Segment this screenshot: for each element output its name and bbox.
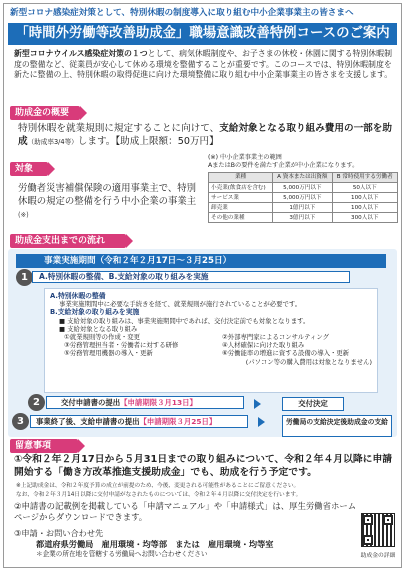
list-item: ②外部専門家によるコンサルティング: [222, 333, 330, 342]
list-item: ⑤労務管理用機器の導入・更新: [64, 349, 153, 358]
overview-text: [18, 122, 396, 149]
top-banner: 新型コロナ感染症対策として、特別休暇の制度導入に取り組む中小企業事業主の皆さまへ: [10, 8, 354, 18]
note-1-sub: [16, 482, 398, 499]
step-number-2: 2: [28, 394, 45, 411]
sme-table: [208, 172, 398, 223]
step1-detail: [44, 288, 378, 393]
section-label-notes: 留意事項: [10, 439, 78, 453]
step-number-1: 1: [16, 269, 33, 286]
qr-caption: 助成金の詳細: [360, 553, 396, 559]
intro-bold-lead: 新型コロナウイルス感染症対策の１つ: [14, 49, 148, 58]
table-cell: その他の業種: [209, 213, 273, 223]
arrow-right-icon: [254, 399, 261, 409]
page-title: 「時間外労働等改善助成金」職場意識改善特例コースのご案内: [8, 23, 397, 45]
list-item: ①就業規則等の作成・変更: [64, 333, 141, 342]
step3-deadline: 【申請期限３月25日】: [139, 417, 217, 426]
table-cell: 5,000万円以下: [273, 193, 332, 203]
step2-deadline: 【申請期限３月13日】: [120, 398, 197, 407]
step3-box: [30, 415, 248, 428]
note-1-sub-line1: ※上記助成金は、令和２年度予算の成立が前提のため、今後、変更される可能性があることにご留意ください。: [16, 483, 300, 489]
table-cell: 100人以下: [332, 193, 397, 203]
note-1-sub-line2: なお、令和２年３月14日以降に交付申請がなされたものについては、令和２年４月以降に交付決定を行います。: [16, 491, 302, 498]
table-row: [209, 183, 398, 193]
sme-definition: [208, 154, 398, 223]
sme-table-header: [209, 173, 398, 183]
qr-finder-icon: [363, 515, 373, 525]
arrow-right-icon: [258, 417, 265, 427]
table-row: [209, 203, 398, 213]
step1-b-heading: B.支給対象の取り組みを実施: [50, 308, 140, 317]
step1-note: (パソコン等の購入費用は対象となりません): [245, 357, 372, 366]
step3-result: 労働局の支給決定後助成金の支給: [282, 415, 392, 437]
sme-header-cell: 業種: [209, 173, 273, 183]
step1-a-heading: A.特別休暇の整備: [50, 292, 106, 300]
contact-note: ＊企業の所在地を管轄する労働局へお問い合わせください: [36, 550, 208, 559]
table-cell: サービス業: [209, 193, 273, 203]
list-item: ④人材確保に向けた取り組み: [222, 341, 305, 350]
table-cell: 5,000万円以下: [273, 183, 332, 193]
section-label-overview: 助成金の概要: [10, 106, 80, 120]
note-2: ②申請書の記載例を掲載している「申請マニュアル」や「申請様式」は、厚生労働省ホームページからダウンロードできます。: [14, 501, 357, 522]
step1-title: A.特別休暇の整備、B.支給対象の取り組みを実施: [32, 271, 350, 283]
sme-header-cell: A 資本または出資額: [273, 173, 332, 183]
qr-code-icon[interactable]: [361, 513, 395, 547]
step3-text: 事業終了後、支給申請書の提出: [36, 417, 140, 426]
table-cell: 50人以下: [332, 183, 397, 193]
flyer-page: [3, 3, 402, 568]
table-cell: 300人以下: [332, 213, 397, 223]
step1-a-text: 事業実施期間中に必要な手続きを経て、就業規則が施行されていることが必要です。: [59, 300, 302, 309]
target-note-mark: (※): [18, 211, 29, 219]
step1-b-item1: ■ 支給対象の取り組みは、事業実施期間中であれば、交付決定前でも対象となります。: [59, 316, 310, 325]
table-cell: 1億円以下: [273, 203, 332, 213]
overview-bold: 支給対象となる取り組み費用の一部を助成: [18, 123, 392, 147]
note-1: ①令和２年２月17日から５月31日までの取り組みについて、令和２年４月以降に申請開始する「働き方改革推進支援助成金」でも、助成を行う予定です。: [14, 454, 393, 478]
section-label-flow: 助成金支出までの流れ: [10, 234, 126, 248]
sme-subcaption: AまたはBの要件を満たす企業が中小企業になります。: [208, 162, 359, 169]
table-row: [209, 213, 398, 223]
list-item: ⑥労働能率の増進に資する設備の導入・更新: [222, 349, 350, 358]
sme-header-cell: B 常時使用する労働者: [332, 173, 397, 183]
step-number-3: 3: [12, 413, 29, 430]
target-text: [18, 182, 200, 222]
step2-result: 交付決定: [282, 397, 344, 411]
section-label-target: 対象: [10, 162, 48, 176]
table-cell: 卸売業: [209, 203, 273, 213]
note-3-heading: ③申請・お問い合わせ先: [14, 528, 104, 538]
table-row: [209, 193, 398, 203]
qr-finder-icon: [363, 535, 373, 545]
intro-body: として、病気休暇制度や、お子さまの休校・休園に関する特別休暇制度の整備など、従業員が安心して休める環境を整備することが重要です。このコースでは、特別休暇制度を新たに整備の上、特別休暇の取得促進に向けた環境整備に取り組む中小企業事業主の皆さまを支援します。: [14, 49, 393, 79]
table-cell: 3億円以下: [273, 213, 332, 223]
overview-line1: 特別休暇を就業規則に規定することに向けて、: [18, 123, 220, 134]
period-bar: 事業実施期間（令和２年２月17日～３月25日）: [16, 254, 386, 268]
list-item: ③労務管理担当者・労働者に対する研修: [64, 341, 179, 350]
step1-b-item2: ■ 支給対象となる取り組み: [59, 324, 138, 333]
table-cell: 小売業(飲食店を含む): [209, 183, 273, 193]
note-3: [14, 528, 359, 560]
overview-rate: （助成率3/4等）: [27, 138, 78, 146]
step2-text: 交付申請書の提出: [61, 398, 121, 407]
step2-box: [46, 396, 244, 409]
intro-text: [14, 49, 396, 81]
overview-line2: します。【助成上限額：50万円】: [77, 136, 219, 147]
sme-caption: (※) 中小企業事業主の範囲: [208, 154, 282, 161]
eligible-items: [50, 333, 372, 358]
contact-organization: 都道府県労働局 雇用環境・均等部 または 雇用環境・均等室: [36, 538, 274, 549]
table-cell: 100人以下: [332, 203, 397, 213]
qr-finder-icon: [383, 515, 393, 525]
target-body: 労働者災害補償保険の適用事業主で、特別休暇の規定の整備を行う中小企業の事業主: [18, 183, 197, 207]
